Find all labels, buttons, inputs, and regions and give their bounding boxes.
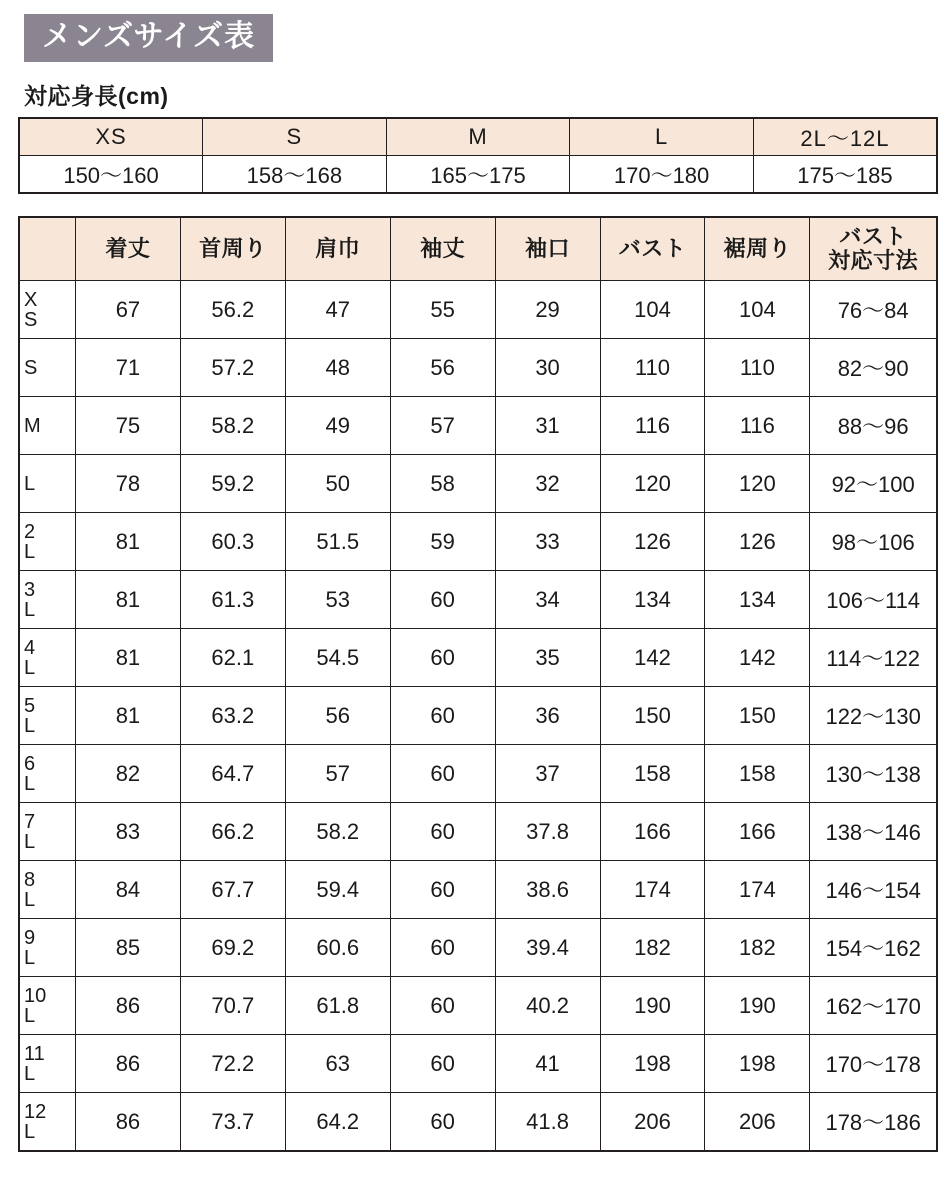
table-cell: 198 <box>600 1035 705 1093</box>
table-cell: 150 <box>600 687 705 745</box>
table-cell: 126 <box>705 513 810 571</box>
column-header-sodeguchi: 袖口 <box>495 217 600 281</box>
table-cell: 61.8 <box>285 977 390 1035</box>
table-cell: 51.5 <box>285 513 390 571</box>
table-cell: 34 <box>495 571 600 629</box>
table-cell: 106〜114 <box>810 571 937 629</box>
table-cell: 63.2 <box>180 687 285 745</box>
row-header-stack <box>24 638 75 678</box>
table-cell: 56 <box>285 687 390 745</box>
table-row <box>19 919 937 977</box>
height-range-cell: 150〜160 <box>19 156 203 194</box>
measurement-section <box>18 216 930 1152</box>
row-header-line2: L <box>24 1004 36 1027</box>
table-cell: 206 <box>600 1093 705 1152</box>
table-cell: 58.2 <box>285 803 390 861</box>
height-table-values-row <box>19 156 937 194</box>
table-cell: 98〜106 <box>810 513 937 571</box>
table-cell: 32 <box>495 455 600 513</box>
row-header-stack <box>24 696 75 736</box>
row-header-line1: 9 <box>24 926 36 949</box>
table-cell: 69.2 <box>180 919 285 977</box>
table-cell: 60.6 <box>285 919 390 977</box>
row-header-line2: L <box>24 888 36 911</box>
table-cell: 31 <box>495 397 600 455</box>
height-range-cell: 158〜168 <box>203 156 387 194</box>
table-cell: 59.2 <box>180 455 285 513</box>
height-range-cell: 175〜185 <box>753 156 937 194</box>
table-cell: 55 <box>390 281 495 339</box>
row-header-stack <box>24 1102 75 1142</box>
table-row <box>19 455 937 513</box>
column-header-katahaba: 肩巾 <box>285 217 390 281</box>
table-cell: 67.7 <box>180 861 285 919</box>
table-cell: 60 <box>390 861 495 919</box>
table-cell: 41 <box>495 1035 600 1093</box>
table-cell: 86 <box>75 977 180 1035</box>
row-header-size <box>19 571 75 629</box>
table-cell: 76〜84 <box>810 281 937 339</box>
row-header-stack <box>24 870 75 910</box>
table-cell: 57 <box>285 745 390 803</box>
table-cell: 116 <box>600 397 705 455</box>
height-size-cell: S <box>203 118 387 156</box>
row-header-line1: 6 <box>24 752 36 775</box>
measurement-body <box>19 281 937 1152</box>
table-row <box>19 861 937 919</box>
table-cell: 120 <box>705 455 810 513</box>
row-header-line2: L <box>24 830 36 853</box>
table-cell: 86 <box>75 1035 180 1093</box>
table-cell: 104 <box>705 281 810 339</box>
table-row <box>19 629 937 687</box>
table-cell: 178〜186 <box>810 1093 937 1152</box>
row-header-stack <box>24 812 75 852</box>
table-cell: 66.2 <box>180 803 285 861</box>
row-header-line1: 5 <box>24 694 36 717</box>
table-cell: 53 <box>285 571 390 629</box>
row-header-line1: 10 <box>24 984 47 1007</box>
table-cell: 56 <box>390 339 495 397</box>
table-cell: 110 <box>600 339 705 397</box>
table-cell: 58 <box>390 455 495 513</box>
column-header-line2: 対応寸法 <box>828 248 919 273</box>
table-cell: 60.3 <box>180 513 285 571</box>
column-header-sodetake: 袖丈 <box>390 217 495 281</box>
table-cell: 122〜130 <box>810 687 937 745</box>
table-cell: 84 <box>75 861 180 919</box>
table-cell: 81 <box>75 687 180 745</box>
row-header-line2: L <box>24 772 36 795</box>
table-cell: 190 <box>705 977 810 1035</box>
table-cell: 64.7 <box>180 745 285 803</box>
table-cell: 114〜122 <box>810 629 937 687</box>
table-cell: 56.2 <box>180 281 285 339</box>
table-cell: 92〜100 <box>810 455 937 513</box>
row-header-size <box>19 977 75 1035</box>
table-cell: 60 <box>390 803 495 861</box>
height-size-cell: 2L〜12L <box>753 118 937 156</box>
table-cell: 50 <box>285 455 390 513</box>
table-cell: 57 <box>390 397 495 455</box>
row-header-line2: L <box>24 598 36 621</box>
row-header-size <box>19 629 75 687</box>
table-cell: 110 <box>705 339 810 397</box>
row-header-size <box>19 281 75 339</box>
height-range-cell: 170〜180 <box>570 156 754 194</box>
table-cell: 86 <box>75 1093 180 1152</box>
table-cell: 60 <box>390 1093 495 1152</box>
column-header-susomawari: 裾周り <box>705 217 810 281</box>
column-header-kubimawari: 首周り <box>180 217 285 281</box>
table-cell: 57.2 <box>180 339 285 397</box>
table-cell: 54.5 <box>285 629 390 687</box>
height-section-label: 対応身長(cm) <box>24 83 169 109</box>
table-cell: 138〜146 <box>810 803 937 861</box>
row-header-stack <box>24 290 75 330</box>
table-cell: 126 <box>600 513 705 571</box>
row-header-size <box>19 339 75 397</box>
table-cell: 61.3 <box>180 571 285 629</box>
row-header-stack <box>24 358 75 378</box>
table-cell: 35 <box>495 629 600 687</box>
row-header-size <box>19 687 75 745</box>
table-cell: 40.2 <box>495 977 600 1035</box>
row-header-stack <box>24 1044 75 1084</box>
row-header-stack <box>24 522 75 562</box>
table-row <box>19 339 937 397</box>
table-cell: 206 <box>705 1093 810 1152</box>
table-cell: 48 <box>285 339 390 397</box>
table-cell: 134 <box>600 571 705 629</box>
table-cell: 58.2 <box>180 397 285 455</box>
height-size-cell: XS <box>19 118 203 156</box>
table-cell: 174 <box>600 861 705 919</box>
table-cell: 78 <box>75 455 180 513</box>
row-header-size <box>19 397 75 455</box>
row-header-line2: L <box>24 1062 36 1085</box>
row-header-stack <box>24 416 75 436</box>
table-cell: 62.1 <box>180 629 285 687</box>
row-header-line1: 3 <box>24 578 36 601</box>
row-header-stack <box>24 986 75 1026</box>
measurement-header-row <box>19 217 937 281</box>
column-header-bust-taiou-sunpou <box>810 217 937 281</box>
table-cell: 83 <box>75 803 180 861</box>
table-cell: 116 <box>705 397 810 455</box>
table-row <box>19 571 937 629</box>
table-cell: 170〜178 <box>810 1035 937 1093</box>
table-cell: 88〜96 <box>810 397 937 455</box>
table-cell: 60 <box>390 571 495 629</box>
row-header-line1: 12 <box>24 1100 47 1123</box>
height-size-cell: L <box>570 118 754 156</box>
row-header-stack <box>24 928 75 968</box>
table-cell: 142 <box>600 629 705 687</box>
table-cell: 82 <box>75 745 180 803</box>
height-range-cell: 165〜175 <box>386 156 570 194</box>
table-cell: 104 <box>600 281 705 339</box>
table-cell: 59.4 <box>285 861 390 919</box>
table-cell: 73.7 <box>180 1093 285 1152</box>
row-header-line1: L <box>24 472 36 495</box>
row-header-line2: L <box>24 540 36 563</box>
table-cell: 37 <box>495 745 600 803</box>
row-header-line1: 11 <box>24 1042 45 1065</box>
column-header-bust: バスト <box>600 217 705 281</box>
height-size-cell: M <box>386 118 570 156</box>
table-corner-cell <box>19 217 75 281</box>
row-header-stack <box>24 580 75 620</box>
table-cell: 182 <box>600 919 705 977</box>
table-cell: 72.2 <box>180 1035 285 1093</box>
table-cell: 142 <box>705 629 810 687</box>
row-header-size <box>19 745 75 803</box>
table-cell: 71 <box>75 339 180 397</box>
table-cell: 154〜162 <box>810 919 937 977</box>
table-cell: 82〜90 <box>810 339 937 397</box>
table-cell: 33 <box>495 513 600 571</box>
table-cell: 37.8 <box>495 803 600 861</box>
table-cell: 29 <box>495 281 600 339</box>
row-header-stack <box>24 754 75 794</box>
table-cell: 150 <box>705 687 810 745</box>
row-header-line1: M <box>24 414 41 437</box>
row-header-line1: S <box>24 356 38 379</box>
row-header-stack <box>24 474 75 494</box>
table-cell: 158 <box>705 745 810 803</box>
table-cell: 146〜154 <box>810 861 937 919</box>
column-header-line1: バスト <box>839 223 907 249</box>
height-table-header-row <box>19 118 937 156</box>
table-cell: 47 <box>285 281 390 339</box>
table-row <box>19 687 937 745</box>
row-header-size <box>19 1093 75 1152</box>
table-cell: 60 <box>390 977 495 1035</box>
table-cell: 81 <box>75 629 180 687</box>
table-cell: 158 <box>600 745 705 803</box>
table-row <box>19 803 937 861</box>
row-header-size <box>19 455 75 513</box>
table-cell: 60 <box>390 919 495 977</box>
table-cell: 81 <box>75 571 180 629</box>
table-cell: 75 <box>75 397 180 455</box>
table-cell: 64.2 <box>285 1093 390 1152</box>
table-row <box>19 513 937 571</box>
table-cell: 81 <box>75 513 180 571</box>
table-cell: 134 <box>705 571 810 629</box>
row-header-line1: X <box>24 288 38 311</box>
table-cell: 190 <box>600 977 705 1035</box>
table-cell: 67 <box>75 281 180 339</box>
row-header-line2: L <box>24 656 36 679</box>
table-cell: 39.4 <box>495 919 600 977</box>
table-cell: 182 <box>705 919 810 977</box>
table-row <box>19 1093 937 1152</box>
row-header-line1: 7 <box>24 810 36 833</box>
table-cell: 166 <box>600 803 705 861</box>
table-row <box>19 745 937 803</box>
row-header-line2: S <box>24 308 38 331</box>
row-header-size <box>19 1035 75 1093</box>
table-cell: 120 <box>600 455 705 513</box>
table-cell: 198 <box>705 1035 810 1093</box>
row-header-size <box>19 513 75 571</box>
table-cell: 174 <box>705 861 810 919</box>
page-title: メンズサイズ表 <box>24 14 273 62</box>
row-header-line1: 4 <box>24 636 36 659</box>
table-cell: 70.7 <box>180 977 285 1035</box>
column-header-kitake: 着丈 <box>75 217 180 281</box>
row-header-line2: L <box>24 1120 36 1143</box>
table-cell: 85 <box>75 919 180 977</box>
height-table <box>18 117 938 194</box>
table-cell: 60 <box>390 629 495 687</box>
table-cell: 36 <box>495 687 600 745</box>
table-row <box>19 397 937 455</box>
table-cell: 130〜138 <box>810 745 937 803</box>
table-cell: 30 <box>495 339 600 397</box>
table-cell: 41.8 <box>495 1093 600 1152</box>
table-cell: 49 <box>285 397 390 455</box>
table-cell: 59 <box>390 513 495 571</box>
table-cell: 166 <box>705 803 810 861</box>
table-row <box>19 281 937 339</box>
table-cell: 60 <box>390 745 495 803</box>
table-cell: 162〜170 <box>810 977 937 1035</box>
row-header-line1: 8 <box>24 868 36 891</box>
row-header-size <box>19 919 75 977</box>
table-cell: 60 <box>390 1035 495 1093</box>
row-header-line1: 2 <box>24 520 36 543</box>
table-cell: 38.6 <box>495 861 600 919</box>
row-header-size <box>19 803 75 861</box>
table-row <box>19 1035 937 1093</box>
row-header-line2: L <box>24 714 36 737</box>
row-header-line2: L <box>24 946 36 969</box>
table-cell: 60 <box>390 687 495 745</box>
table-cell: 63 <box>285 1035 390 1093</box>
table-row <box>19 977 937 1035</box>
row-header-size <box>19 861 75 919</box>
measurement-table <box>18 216 938 1152</box>
